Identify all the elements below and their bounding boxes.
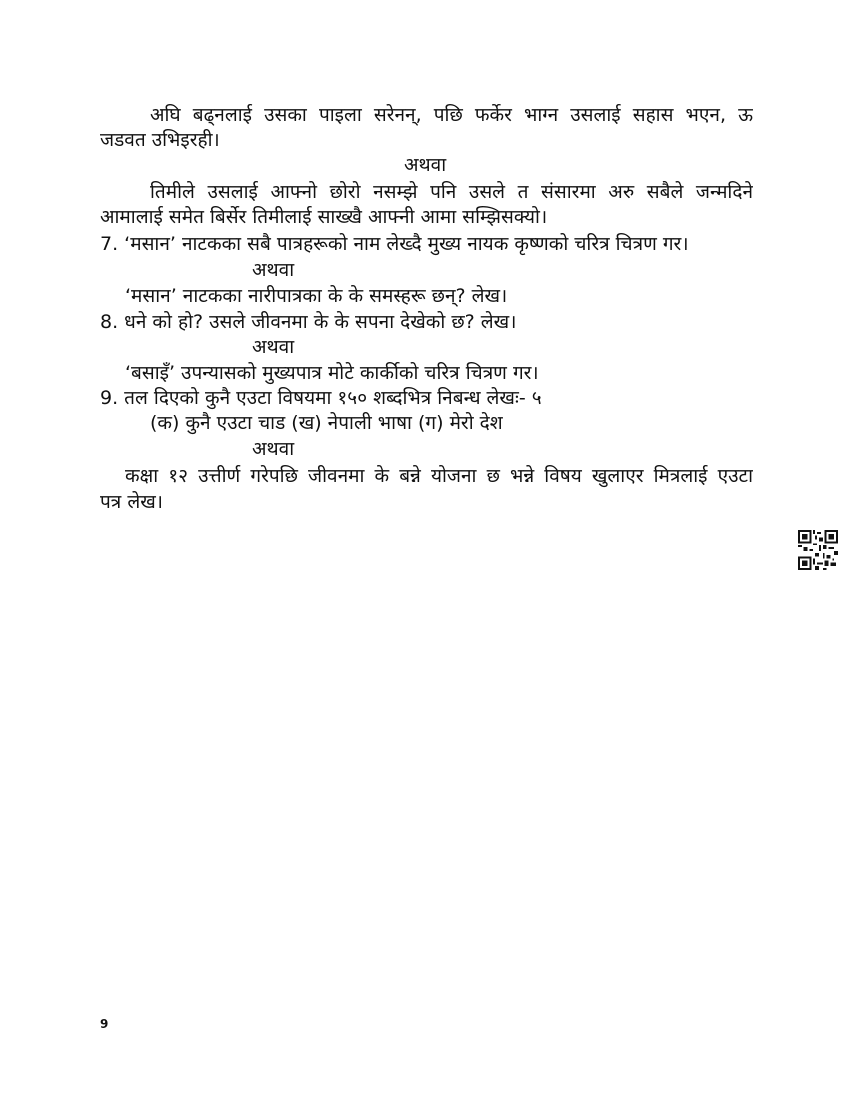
question-9-alt: कक्षा १२ उत्तीर्ण गरेपछि जीवनमा के बन्ने योजना छ भन्ने विषय खुलाएर मित्रलाई एउटा — [125, 465, 753, 487]
question-8: 8. धने को हो? उसले जीवनमा के के सपना देखेको छ? लेख। — [100, 311, 517, 333]
paragraph-line: पत्र लेख। — [100, 491, 163, 513]
qr-code-icon — [798, 530, 838, 570]
question-9: 9. तल दिएको कुनै एउटा विषयमा १५० शब्दभित्र निबन्ध लेखः- ५ — [100, 387, 542, 409]
paragraph-line: अघि बढ्नलाई उसका पाइला सरेनन्, पछि फर्केर भाग्न उसलाई सहास भएन, ऊ — [150, 104, 753, 126]
athawa-separator: अथवा — [252, 438, 295, 460]
question-7: 7. ‘मसान’ नाटकका सबै पात्रहरूको नाम लेख्दै मुख्य नायक कृष्णको चरित्र चित्रण गर। — [100, 233, 689, 255]
question-7-alt: ‘मसान’ नाटकका नारीपात्रका के के समस्हरू छन्? लेख। — [125, 285, 508, 307]
paragraph-line: तिमीले उसलाई आफ्नो छोरो नसम्झे पनि उसले त संसारमा अरु सबैले जन्मदिने — [150, 181, 753, 203]
paragraph-line: आमालाई समेत बिर्सेर तिमीलाई साख्खै आफ्नी आमा सम्झिसक्यो। — [100, 206, 548, 228]
question-8-alt: ‘बसाइँ’ उपन्यासको मुख्यपात्र मोटे कार्कीको चरित्र चित्रण गर। — [125, 362, 539, 384]
athawa-separator: अथवा — [404, 154, 447, 176]
athawa-separator: अथवा — [252, 259, 295, 281]
athawa-separator: अथवा — [252, 336, 295, 358]
paragraph-line: जडवत उभिइरही। — [100, 129, 220, 151]
page-number: 9 — [100, 1017, 109, 1031]
essay-options: (क) कुनै एउटा चाड (ख) नेपाली भाषा (ग) मेरो देश — [150, 412, 503, 434]
